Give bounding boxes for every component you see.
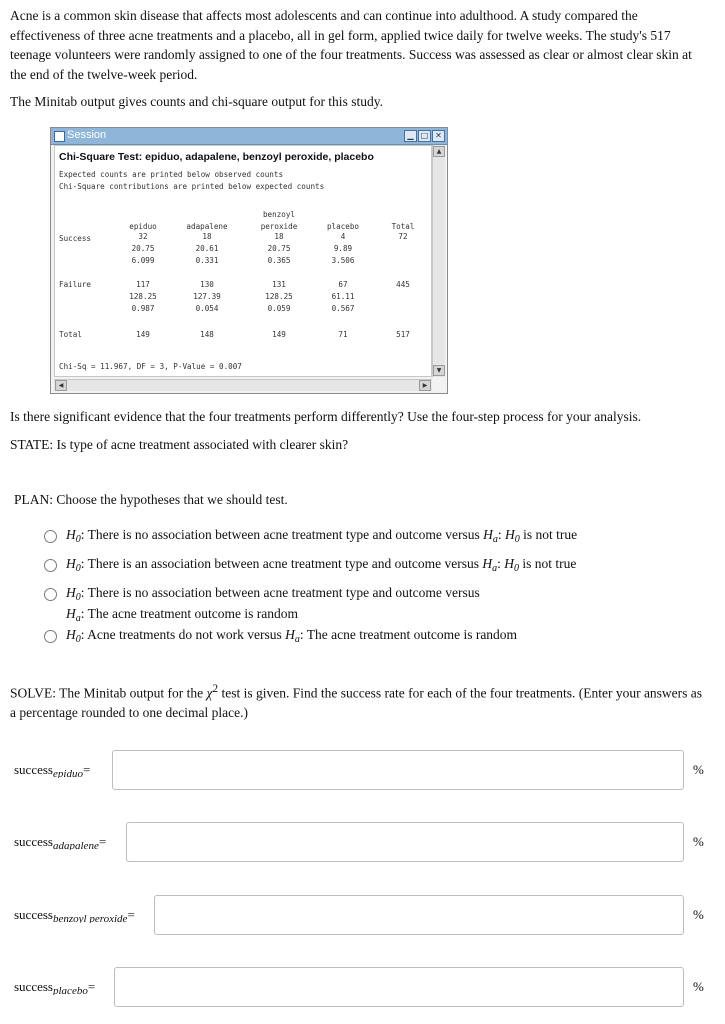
plan-text: PLAN: Choose the hypotheses that we should test. <box>14 492 288 507</box>
option-1-ha: is not true <box>523 527 578 542</box>
exp-failure-benzoyl: 128.25 <box>265 292 293 301</box>
obs-success-total: 72 <box>398 232 408 241</box>
session-window-icon <box>54 131 65 142</box>
hypothesis-option-4[interactable]: $H_0$: Acne treatments do not work versus $H_a$: The acne treatment outcome is random <box>66 627 518 645</box>
option-3-ha-text: The acne treatment outcome is random <box>87 606 298 621</box>
success-benzoyl-input[interactable] <box>154 895 684 935</box>
hypothesis-option-3-radio[interactable] <box>44 588 57 601</box>
exp-success-placebo: 9.89 <box>333 244 353 253</box>
option-1-h0: There is no association between acne treatment type and outcome versus <box>87 527 480 542</box>
total-adapalene: 148 <box>200 330 214 339</box>
session-title: Session <box>67 129 107 141</box>
total-epiduo: 149 <box>136 330 150 339</box>
col-header-adapalene: adapalene <box>186 222 228 231</box>
col-header-total: Total <box>391 222 415 231</box>
obs-failure-placebo: 67 <box>338 280 348 289</box>
success-placebo-label: success$_{placebo}$= <box>14 979 96 995</box>
col-header-peroxide: peroxide <box>260 222 298 231</box>
chi-success-epiduo: 6.099 <box>131 256 155 265</box>
exp-failure-epiduo: 128.25 <box>129 292 157 301</box>
success-benzoyl-label: success$_{benzoyl peroxide}$= <box>14 907 135 923</box>
state-text: STATE: Is type of acne treatment associated with clearer skin? <box>10 437 349 452</box>
chi-failure-epiduo: 0.987 <box>131 304 155 313</box>
question-text: Is there significant evidence that the four treatments perform differently? Use the four-step process for your analysis. <box>10 409 642 424</box>
obs-failure-benzoyl: 131 <box>272 280 286 289</box>
obs-failure-adapalene: 130 <box>200 280 214 289</box>
success-benzoyl-unit: % <box>693 907 704 922</box>
obs-success-adapalene: 18 <box>202 232 212 241</box>
chi-success-adapalene: 0.331 <box>195 256 219 265</box>
option-2-h0: There is an association between acne treatment type and outcome versus <box>87 556 480 571</box>
chi-failure-benzoyl: 0.059 <box>267 304 291 313</box>
exp-success-adapalene: 20.61 <box>195 244 219 253</box>
expected-note: Expected counts are printed below observed counts <box>59 170 284 179</box>
hypothesis-option-1-radio[interactable] <box>44 530 57 543</box>
success-placebo-unit: % <box>693 979 704 994</box>
chi-failure-placebo: 0.567 <box>331 304 355 313</box>
col-header-placebo: placebo <box>326 222 359 231</box>
scroll-left-icon[interactable]: ◀ <box>55 380 67 391</box>
chi-square-heading: Chi-Square Test: epiduo, adapalene, benzoyl peroxide, placebo <box>59 151 374 163</box>
col-header-benzoyl: benzoyl <box>262 210 295 219</box>
option-3-h0: There is no association between acne treatment type and outcome versus <box>87 585 480 600</box>
chi-symbol: χ <box>206 685 213 701</box>
chi-success-placebo: 3.506 <box>331 256 355 265</box>
scroll-right-icon[interactable]: ▶ <box>419 380 431 391</box>
minimize-icon[interactable]: ▁ <box>404 130 417 142</box>
exp-success-benzoyl: 20.75 <box>267 244 291 253</box>
success-adapalene-input[interactable] <box>126 822 684 862</box>
exp-failure-placebo: 61.11 <box>331 292 355 301</box>
scroll-down-icon[interactable]: ▼ <box>433 365 445 376</box>
exp-failure-adapalene: 127.39 <box>193 292 221 301</box>
chi-success-benzoyl: 0.365 <box>267 256 291 265</box>
hypothesis-option-3[interactable]: $H_0$: There is no association between acne treatment type and outcome versus <box>66 585 480 603</box>
obs-failure-total: 445 <box>396 280 410 289</box>
hypothesis-option-4-radio[interactable] <box>44 630 57 643</box>
session-output <box>54 145 432 377</box>
col-header-epiduo: epiduo <box>129 222 157 231</box>
minitab-note: The Minitab output gives counts and chi-square output for this study. <box>10 94 383 109</box>
row-label-success: Success <box>59 234 92 243</box>
success-placebo-input[interactable] <box>114 967 684 1007</box>
hypothesis-option-3-ha[interactable]: $H_a$: The acne treatment outcome is random <box>66 606 298 624</box>
option-4-h0: Acne treatments do not work versus <box>87 627 282 642</box>
intro-paragraph: Acne is a common skin disease that affects most adolescents and can continue into adulthood. A study compared the effectiveness of three acne treatments and a placebo, all in gel form, applied twice daily for twelve weeks. The study's 517 teenage volunteers were randomly assigned to one of the four treatments. Success was assessed as clear or almost clear skin at the end of the twelve-week period. <box>10 8 692 82</box>
hypothesis-option-1[interactable]: $H_0$: There is no association between acne treatment type and outcome versus $H_a$: $H_0$ is not true <box>66 527 578 545</box>
minitab-session-window <box>50 127 448 394</box>
hypothesis-option-2-radio[interactable] <box>44 559 57 572</box>
obs-failure-epiduo: 117 <box>136 280 150 289</box>
horizontal-scrollbar[interactable] <box>54 379 432 391</box>
row-label-failure: Failure <box>59 280 92 289</box>
scroll-up-icon[interactable]: ▲ <box>433 146 445 157</box>
success-adapalene-unit: % <box>693 834 704 849</box>
option-4-ha: The acne treatment outcome is random <box>306 627 518 642</box>
chi-square-summary: Chi-Sq = 11.967, DF = 3, P-Value = 0.007 <box>59 362 242 371</box>
total-grand: 517 <box>396 330 410 339</box>
option-2-ha: is not true <box>522 556 577 571</box>
contrib-note: Chi-Square contributions are printed below expected counts <box>59 182 325 191</box>
close-icon[interactable]: ✕ <box>432 130 445 142</box>
hypothesis-option-2[interactable]: $H_0$: There is an association between acne treatment type and outcome versus $H_a$: $H_0$ is not true <box>66 556 577 574</box>
solve-text: SOLVE: The Minitab output for the $\chi^2$ test is given. Find the success rate for each of the four treatments. (Enter your answers as a percentage rounded to one decimal place.) <box>10 683 703 720</box>
success-epiduo-input[interactable] <box>112 750 684 790</box>
vertical-scrollbar[interactable] <box>432 145 445 377</box>
total-placebo: 71 <box>338 330 348 339</box>
obs-success-benzoyl: 18 <box>274 232 284 241</box>
obs-success-epiduo: 32 <box>138 232 148 241</box>
total-benzoyl: 149 <box>272 330 286 339</box>
maximize-icon[interactable]: □ <box>418 130 431 142</box>
exp-success-epiduo: 20.75 <box>131 244 155 253</box>
obs-success-placebo: 4 <box>340 232 346 241</box>
chi-failure-adapalene: 0.054 <box>195 304 219 313</box>
session-titlebar <box>51 128 447 145</box>
row-label-total: Total <box>59 330 82 339</box>
success-adapalene-label: success$_{adapalene}$= <box>14 834 107 850</box>
success-epiduo-unit: % <box>693 762 704 777</box>
success-epiduo-label: success$_{epiduo}$= <box>14 762 91 778</box>
